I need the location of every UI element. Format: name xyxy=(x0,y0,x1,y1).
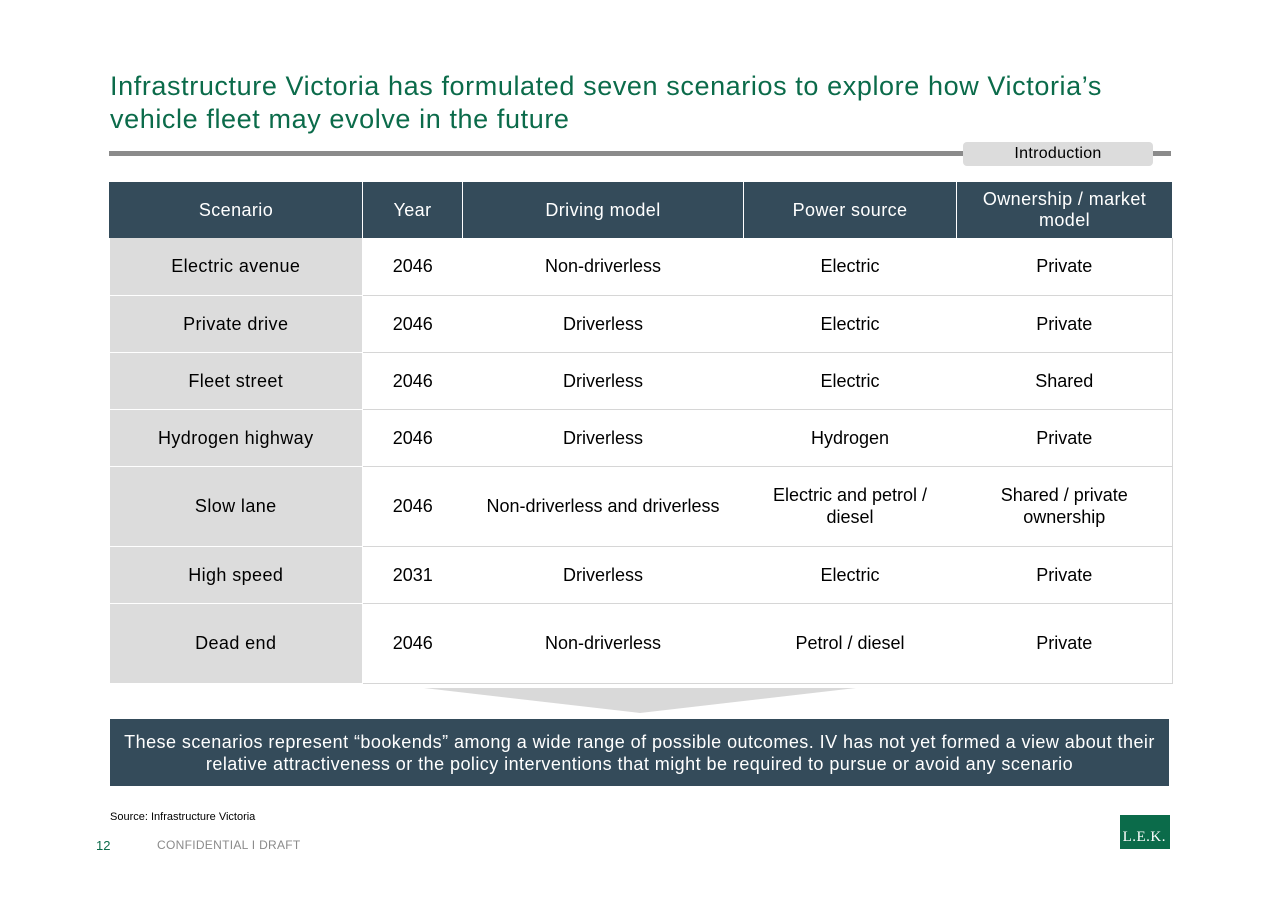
scenario-year: 2031 xyxy=(363,546,463,603)
ownership-cell: Shared / private ownership xyxy=(957,466,1173,546)
scenario-table xyxy=(109,180,1173,684)
header-ownership-model: Ownership / market model xyxy=(957,181,1173,238)
scenario-year: 2046 xyxy=(363,466,463,546)
lek-logo: L.E.K. xyxy=(1120,815,1170,849)
scenario-name: Hydrogen highway xyxy=(110,409,363,466)
table-row xyxy=(110,295,1173,352)
power-source-cell: Petrol / diesel xyxy=(744,603,957,683)
ownership-cell: Private xyxy=(957,409,1173,466)
power-source-cell: Electric xyxy=(744,295,957,352)
source-note: Source: Infrastructure Victoria xyxy=(110,811,256,823)
table-row xyxy=(110,352,1173,409)
section-tab: Introduction xyxy=(963,142,1153,166)
power-source-cell: Electric xyxy=(744,352,957,409)
table-row xyxy=(110,466,1173,546)
scenario-name: Electric avenue xyxy=(110,238,363,295)
page-number: 12 xyxy=(96,838,111,853)
driving-model-cell: Driverless xyxy=(463,409,744,466)
power-source-cell: Hydrogen xyxy=(744,409,957,466)
scenario-year: 2046 xyxy=(363,409,463,466)
table-row xyxy=(110,546,1173,603)
driving-model-cell: Non-driverless and driverless xyxy=(463,466,744,546)
scenario-name: Fleet street xyxy=(110,352,363,409)
down-arrow-icon xyxy=(424,688,856,713)
ownership-cell: Shared xyxy=(957,352,1173,409)
scenario-year: 2046 xyxy=(363,352,463,409)
key-message-box xyxy=(110,719,1169,786)
scenario-name: Dead end xyxy=(110,603,363,683)
scenario-year: 2046 xyxy=(363,295,463,352)
scenario-name: High speed xyxy=(110,546,363,603)
ownership-cell: Private xyxy=(957,238,1173,295)
scenario-year: 2046 xyxy=(363,603,463,683)
scenario-year: 2046 xyxy=(363,238,463,295)
table-header-row xyxy=(110,181,1173,238)
header-power-source: Power source xyxy=(744,181,957,238)
header-year: Year xyxy=(363,181,463,238)
slide-title: Infrastructure Victoria has formulated seven scenarios to explore how Victoria’s vehicle fleet may evolve in the future xyxy=(110,71,1102,134)
ownership-cell: Private xyxy=(957,546,1173,603)
driving-model-cell: Driverless xyxy=(463,352,744,409)
key-message-text: These scenarios represent “bookends” among a wide range of possible outcomes. IV has not yet formed a view about their relative attractiveness or the policy interventions that might be required to pursue or avoid any scenario xyxy=(124,731,1155,774)
scenario-name: Private drive xyxy=(110,295,363,352)
header-scenario: Scenario xyxy=(110,181,363,238)
ownership-cell: Private xyxy=(957,603,1173,683)
power-source-cell: Electric xyxy=(744,546,957,603)
scenario-name: Slow lane xyxy=(110,466,363,546)
confidentiality-label: CONFIDENTIAL I DRAFT xyxy=(157,838,301,852)
ownership-cell: Private xyxy=(957,295,1173,352)
power-source-cell: Electric and petrol / diesel xyxy=(744,466,957,546)
driving-model-cell: Driverless xyxy=(463,295,744,352)
power-source-cell: Electric xyxy=(744,238,957,295)
driving-model-cell: Non-driverless xyxy=(463,238,744,295)
table-row xyxy=(110,409,1173,466)
header-driving-model: Driving model xyxy=(463,181,744,238)
table-row xyxy=(110,238,1173,295)
driving-model-cell: Non-driverless xyxy=(463,603,744,683)
driving-model-cell: Driverless xyxy=(463,546,744,603)
table-row xyxy=(110,603,1173,683)
